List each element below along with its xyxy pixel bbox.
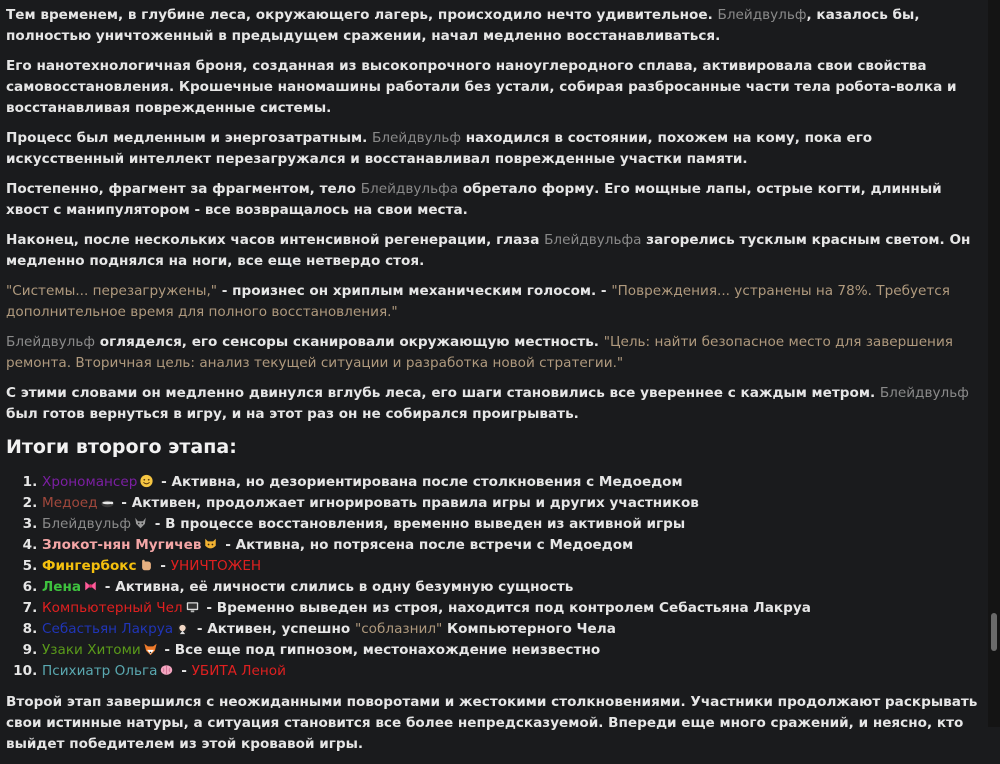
list-item: 1. Хрономансер - Активна, но дезориентирована после столкновения с Медоедом xyxy=(42,472,980,493)
standings-list xyxy=(6,472,980,682)
badger-emoji-icon xyxy=(100,495,115,509)
quote: "Системы... перезагружены," xyxy=(6,283,218,299)
character-name: Блейдвульфа xyxy=(544,232,642,248)
story-content xyxy=(6,5,980,764)
status-badge: УНИЧТОЖЕН xyxy=(170,558,262,574)
paragraph: Наконец, после нескольких часов интенсивной регенерации, глаза Блейдвульфа загорелись тусклым красным светом. Он медленно поднялся на ноги, все еще нетвердо стоя. xyxy=(6,232,971,269)
summary-paragraph: Второй этап завершился с неожиданными поворотами и жестокими столкновениями. Участники продолжают раскрывать свои истинные натуры, а ситуация становится все более непредсказуемой. Впереди еще много сражений, и неясно, кто выйдет победителем из этой кровавой игры. xyxy=(6,694,978,752)
smile-emoji-icon xyxy=(139,474,154,488)
list-item: 9. Узаки Хитоми - Все еще под гипнозом, местонахождение неизвестно xyxy=(42,640,980,661)
status-badge: УБИТА Леной xyxy=(191,663,286,679)
participant-name: Себастьян Лакруа xyxy=(42,621,174,637)
paragraph: Процесс был медленным и энергозатратным. Блейдвульф находился в состоянии, похожем на кому, пока его искусственный интеллект перезагружался и восстанавливал поврежденные участки памяти. xyxy=(6,130,873,167)
list-item: 2. Медоед - Активен, продолжает игнорировать правила игры и других участников xyxy=(42,493,980,514)
participant-name: Хрономансер xyxy=(42,474,138,490)
list-item: 4. Злокот-нян Мугичев - Активна, но потрясена после встречи с Медоедом xyxy=(42,535,980,556)
character-name: Блейдвульфа xyxy=(360,181,459,197)
cat-emoji-icon xyxy=(203,537,218,551)
quote: "Цель: найти безопасное место для завершения ремонта. Вторичная цель: анализ текущей ситуации и разработка новой стратегии." xyxy=(6,334,953,371)
participant-name: Медоед xyxy=(42,495,98,511)
vertical-scrollbar[interactable] xyxy=(988,0,1000,727)
ribbon-emoji-icon xyxy=(83,579,98,593)
list-item: 7. Компьютерный Чел - Временно выведен из строя, находится под контролем Себастьяна Лакруа xyxy=(42,598,980,619)
section-heading: Итоги второго этапа: xyxy=(6,436,237,458)
quote: "соблазнил" xyxy=(354,621,443,637)
paragraph: "Системы... перезагружены," - произнес он хриплым механическим голосом. - "Повреждения... устранены на 78%. Требуется дополнительное время для полного восстановления." xyxy=(6,283,950,320)
participant-name: Узаки Хитоми xyxy=(42,642,141,658)
fox-emoji-icon xyxy=(143,642,158,656)
participant-name: Лена xyxy=(42,579,82,595)
list-item: 3. Блейдвульф - В процессе восстановления, временно выведен из активной игры xyxy=(42,514,980,535)
paragraph: Блейдвульф огляделся, его сенсоры сканировали окружающую местность. "Цель: найти безопасное место для завершения ремонта. Вторичная цель: анализ текущей ситуации и разработка новой стратегии." xyxy=(6,334,953,371)
hand-emoji-icon xyxy=(139,558,154,572)
scrollbar-thumb[interactable] xyxy=(991,613,997,651)
participant-name: Злокот-нян Мугичев xyxy=(42,537,202,553)
list-item: 6. Лена - Активна, её личности слились в одну безумную сущность xyxy=(42,577,980,598)
participant-name: Блейдвульф xyxy=(42,516,131,532)
character-name: Блейдвульф xyxy=(717,7,807,23)
list-item: 5. Фингербокс - УНИЧТОЖЕН xyxy=(42,556,980,577)
paragraph: Его нанотехнологичная броня, созданная из высокопрочного наноуглеродного сплава, активировала свои свойства самовосстановления. Крошечные наномашины работали без устали, собирая разбросанные части тела робота-волка и восстанавливая поврежденные системы. xyxy=(6,58,957,116)
paragraph: Постепенно, фрагмент за фрагментом, тело Блейдвульфа обретало форму. Его мощные лапы, острые когти, длинный хвост с манипулятором - все возвращалось на свои места. xyxy=(6,181,942,218)
monitor-emoji-icon xyxy=(185,600,200,614)
brain-emoji-icon xyxy=(159,663,174,677)
character-name: Блейдвульф xyxy=(6,334,95,350)
participant-name: Фингербокс xyxy=(42,558,137,574)
character-name: Блейдвульф xyxy=(372,130,461,146)
character-name: Блейдвульф xyxy=(879,385,969,401)
paragraph: С этими словами он медленно двинулся вглубь леса, его шаги становились все увереннее с каждым метром. Блейдвульф был готов вернуться в игру, и на этот раз он не собирался проигрывать. xyxy=(6,385,969,422)
paragraph: Тем временем, в глубине леса, окружающего лагерь, происходило нечто удивительное. Блейдвульф, казалось бы, полностью уничтоженный в предыдущем сражении, начал медленно восстанавливаться. xyxy=(6,7,920,44)
participant-name: Компьютерный Чел xyxy=(42,600,183,616)
wolf-emoji-icon xyxy=(133,516,148,530)
quote: "Повреждения... устранены на 78%. Требуется дополнительное время для полного восстановления." xyxy=(6,283,950,320)
participant-name: Психиатр Ольга xyxy=(42,663,158,679)
vampire-emoji-icon xyxy=(175,621,190,635)
list-item: 10. Психиатр Ольга - УБИТА Леной xyxy=(42,661,980,682)
list-item: 8. Себастьян Лакруа - Активен, успешно "соблазнил" Компьютерного Чела xyxy=(42,619,980,640)
